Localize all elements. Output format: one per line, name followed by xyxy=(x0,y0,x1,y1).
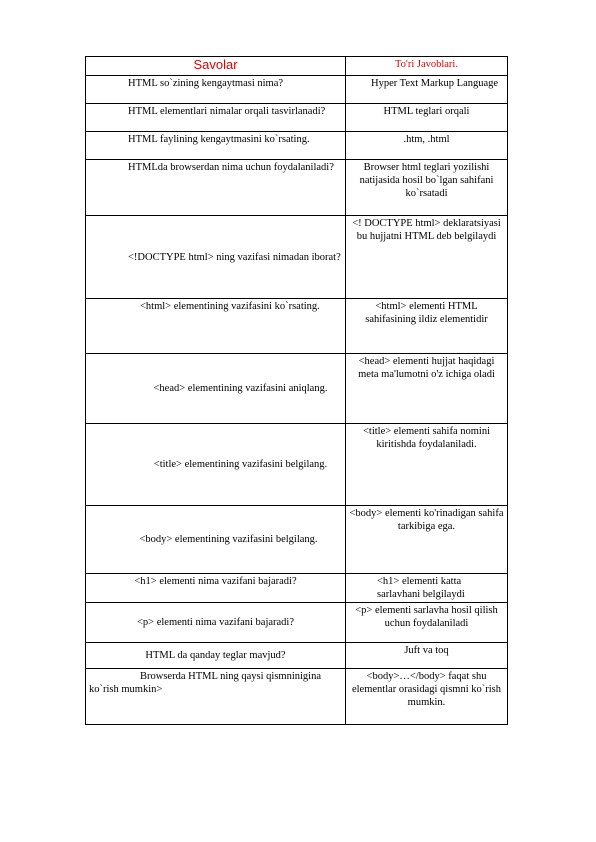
question-text: HTML so`zining kengaytmasi nima? xyxy=(128,78,284,89)
question-text: HTML faylining kengaytmasini ko`rsating. xyxy=(128,134,310,145)
question-cell xyxy=(86,669,346,725)
question-cell xyxy=(86,506,346,574)
answer-text: HTML teglari orqali xyxy=(383,106,470,117)
question-cell xyxy=(86,104,346,132)
answer-text: Juft va toq xyxy=(404,645,449,656)
table-row xyxy=(86,216,508,299)
answer-cell xyxy=(346,643,508,669)
answer-cell xyxy=(346,76,508,104)
answer-text: .htm, .html xyxy=(403,134,450,145)
table-row xyxy=(86,354,508,424)
answer-cell xyxy=(346,506,508,574)
question-text: <html> elementining vazifasini ko`rsating. xyxy=(140,301,320,312)
qa-table xyxy=(85,56,508,725)
table-row xyxy=(86,160,508,216)
answer-cell xyxy=(346,354,508,424)
question-text: <p> elementi nima vazifani bajaradi? xyxy=(136,617,295,628)
answer-cell xyxy=(346,104,508,132)
answer-text: <html> elementi HTML sahifasining ildiz elementidir xyxy=(365,301,488,325)
question-cell xyxy=(86,603,346,643)
table-row xyxy=(86,506,508,574)
answer-text: <head> elementi hujjat haqidagi meta ma'lumotni o'z ichiga oladi xyxy=(358,356,495,380)
question-text: <body> elementining vazifasini belgilang. xyxy=(139,534,318,545)
answer-text: Browser html teglari yozilishi natijasida hosil bo`lgan sahifani ko`rsatadi xyxy=(359,162,494,199)
answer-text: <h1> elementi katta sarlavhani belgilaydi xyxy=(377,576,465,600)
table-row xyxy=(86,299,508,354)
answer-cell xyxy=(346,424,508,506)
question-cell xyxy=(86,299,346,354)
answer-text: <body> elementi ko'rinadigan sahifa tarkibiga ega. xyxy=(349,508,504,532)
answer-text: <title> elementi sahifa nomini kiritishda foydalaniladi. xyxy=(362,426,491,450)
answers-header: To'ri Javoblari. xyxy=(346,57,508,76)
answer-cell xyxy=(346,603,508,643)
answer-text xyxy=(349,77,504,90)
answer-cell xyxy=(346,574,508,603)
answer-cell xyxy=(346,669,508,725)
table-row xyxy=(86,603,508,643)
table-row xyxy=(86,104,508,132)
question-cell xyxy=(86,574,346,603)
question-cell xyxy=(86,160,346,216)
question-text: <head> elementining vazifasini aniqlang. xyxy=(153,383,328,394)
answer-text: <body>…</body> faqat shu elementlar orasidagi qismni ko`rish mumkin. xyxy=(351,671,501,708)
questions-header: Savolar xyxy=(86,57,346,76)
answer-cell xyxy=(346,299,508,354)
table-row xyxy=(86,643,508,669)
question-cell xyxy=(86,424,346,506)
table-row xyxy=(86,76,508,104)
table-row xyxy=(86,574,508,603)
table-row xyxy=(86,669,508,725)
question-text: HTML elementlari nimalar orqali tasvirlanadi? xyxy=(128,106,326,117)
question-cell xyxy=(86,354,346,424)
table-row xyxy=(86,132,508,160)
table-header-row xyxy=(86,57,508,76)
question-cell xyxy=(86,132,346,160)
answer-text: <! DOCTYPE html> deklaratsiyasi bu hujjatni HTML deb belgilaydi xyxy=(352,218,501,242)
answer-cell xyxy=(346,160,508,216)
answer-cell xyxy=(346,132,508,160)
question-text: HTMLda browserdan nima uchun foydalaniladi? xyxy=(128,162,334,173)
question-cell xyxy=(86,643,346,669)
table-row xyxy=(86,424,508,506)
answer-text: <p> elementi sarlavha hosil qilish uchun foydalaniladi xyxy=(355,605,498,629)
question-text: <!DOCTYPE html> ning vazifasi nimadan iborat? xyxy=(128,251,341,263)
question-text: <h1> elementi nima vazifani bajaradi? xyxy=(134,576,297,587)
question-cell xyxy=(86,76,346,104)
answer-cell xyxy=(346,216,508,299)
question-cell xyxy=(86,216,346,299)
question-text: HTML da qanday teglar mavjud? xyxy=(145,650,286,661)
question-text: Browserda HTML ning qaysi qismninigina ko`rish mumkin> xyxy=(89,671,322,695)
answer-text-span: Hyper Text Markup Language xyxy=(371,78,499,89)
question-text: <title> elementining vazifasini belgilang. xyxy=(153,459,328,470)
